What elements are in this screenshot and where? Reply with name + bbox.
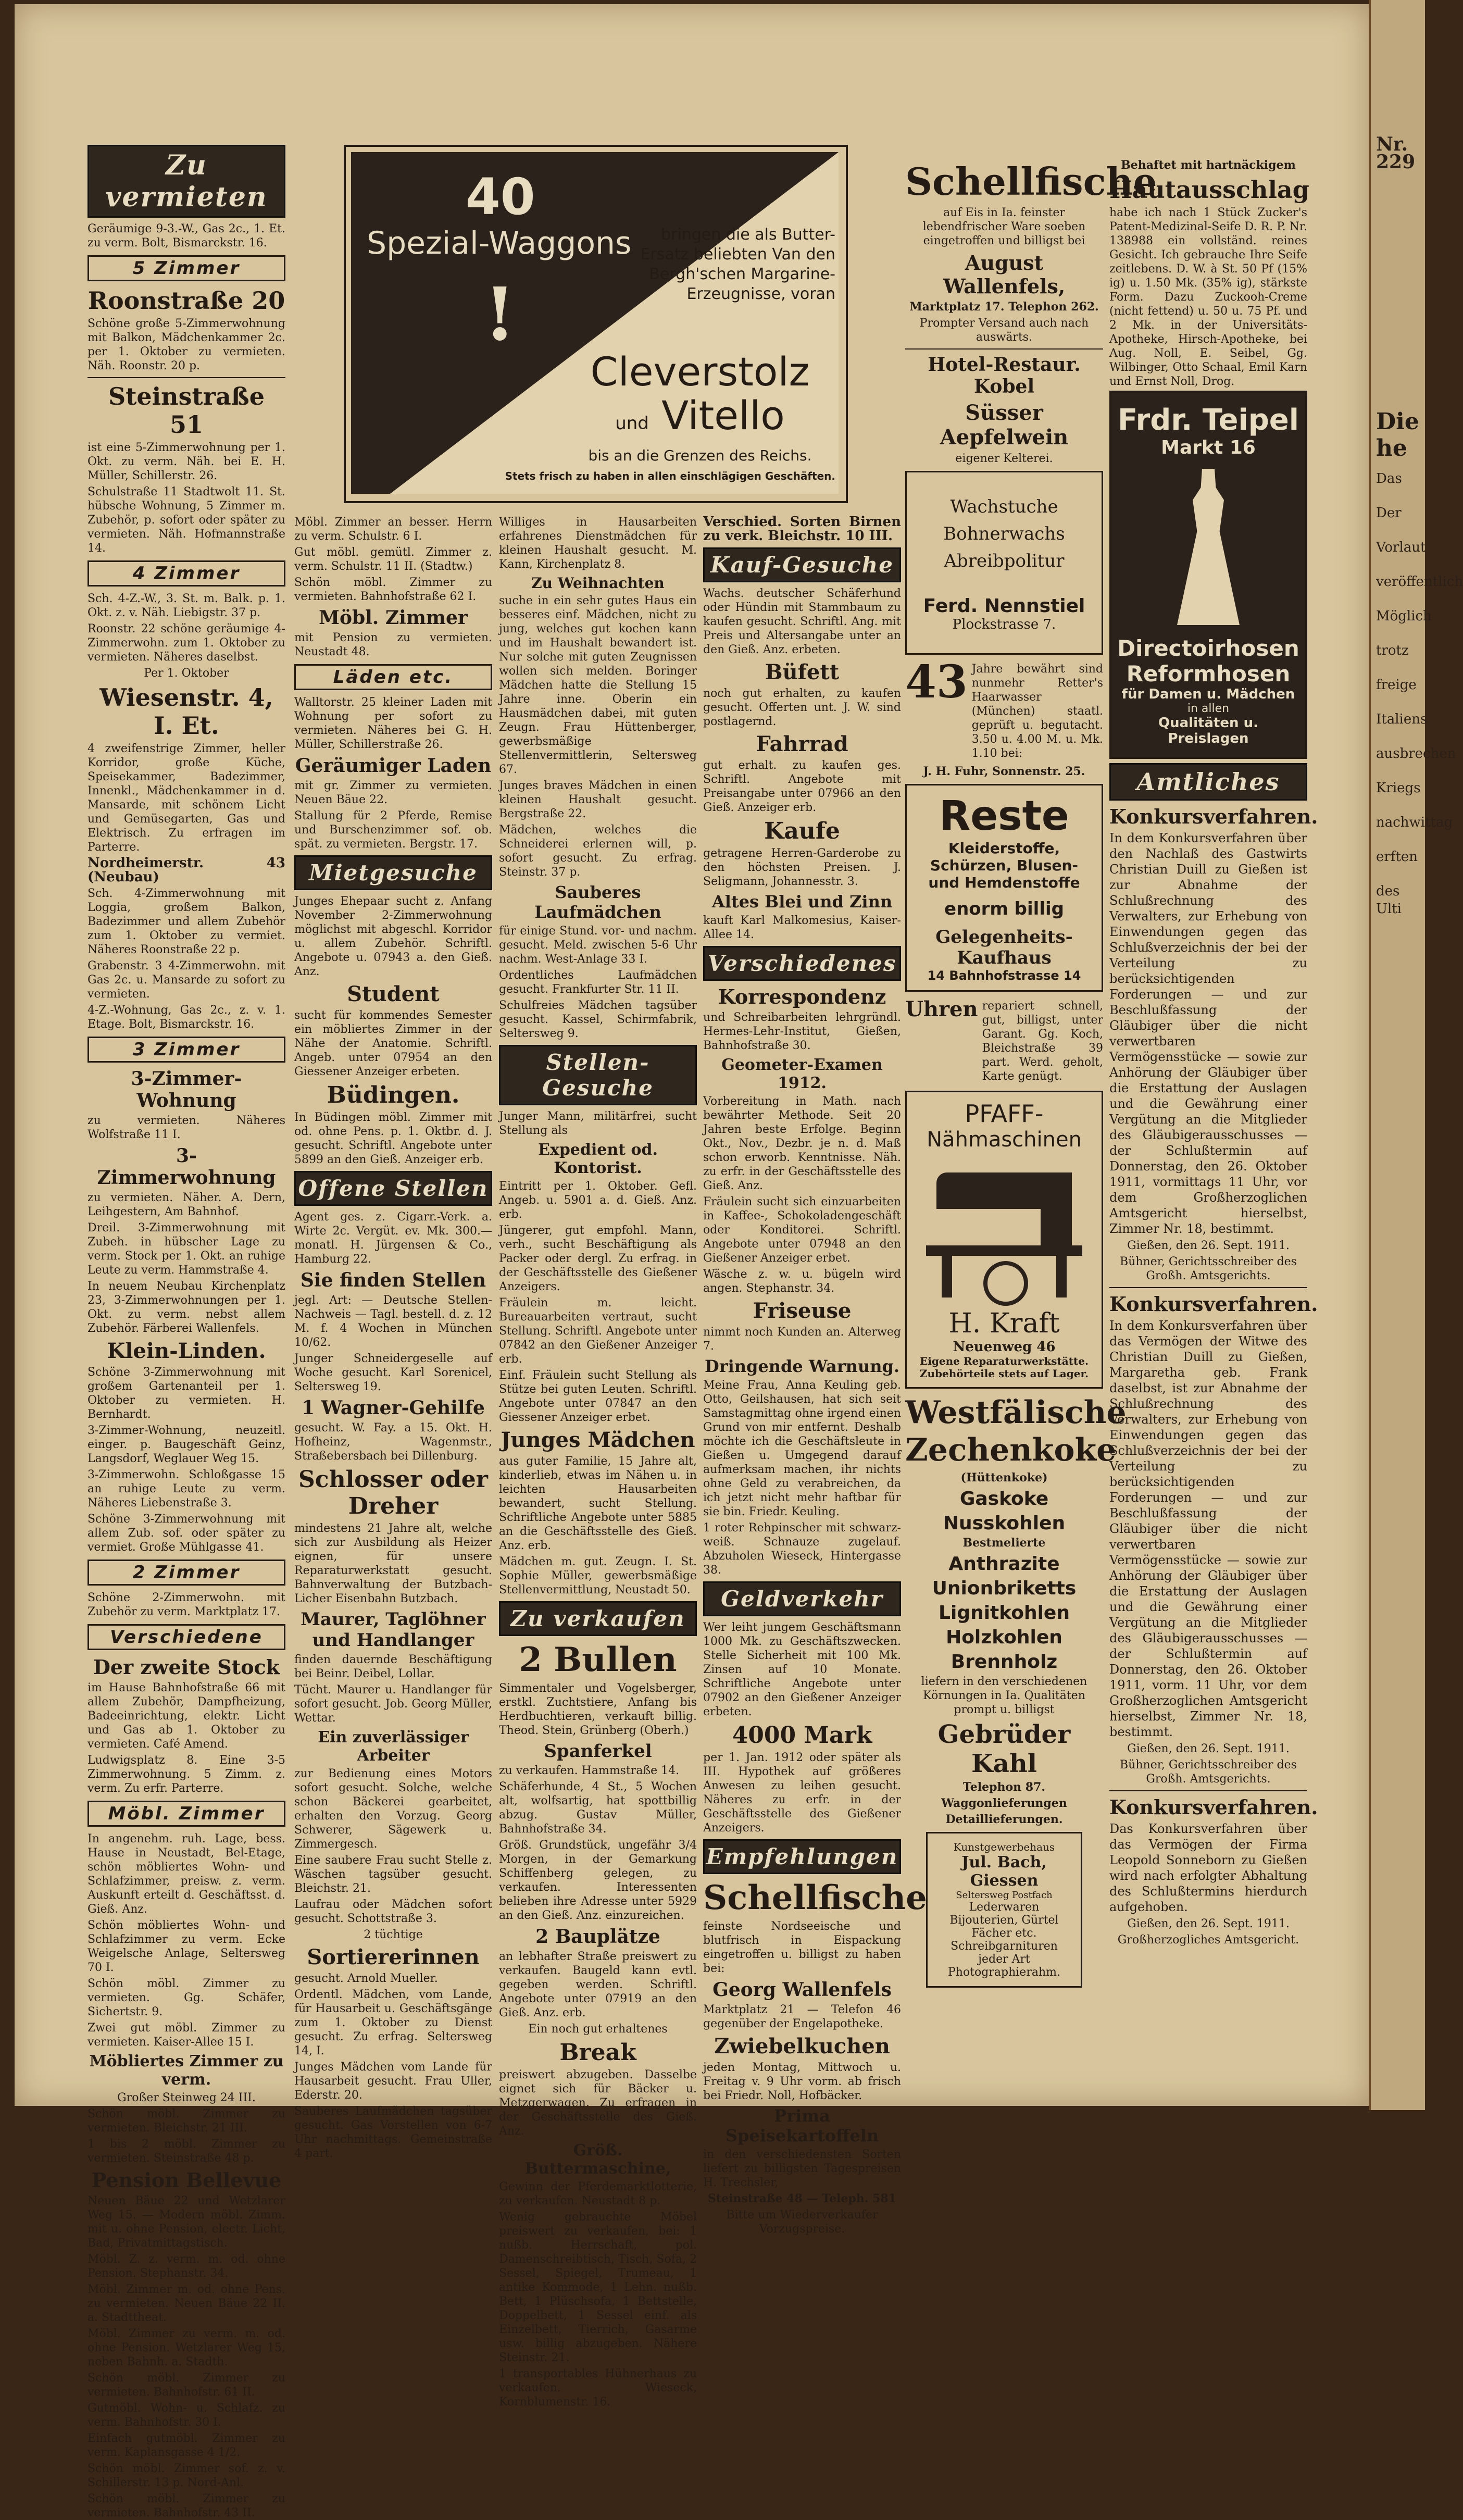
ad-address: Plockstrasse 7. — [952, 617, 1056, 632]
ad-headline: Sauberes Laufmädchen — [534, 882, 661, 922]
ad-line: Holzkohlen — [946, 1627, 1062, 1648]
ad-exclamation: ! — [484, 272, 516, 357]
ad-headline: Büdingen. — [327, 1082, 460, 1108]
uhren-ad — [905, 997, 1103, 1086]
ad-headline: Student — [347, 982, 440, 1006]
wachstuche-ad — [905, 471, 1103, 655]
ad-footer: Eigene Reparaturwerkstätte. Zubehörteile stets auf Lager. — [919, 1355, 1089, 1380]
ad-line: in allen — [1187, 702, 1230, 715]
ad-headline: Dringende Warnung. — [705, 1356, 899, 1376]
ad-text: 4-Z.-Wohnung, Gas 2c., z. v. 1. Etage. Bolt, Bismarckstr. 16. — [87, 1004, 285, 1031]
ad-text: 3-Zimmer-Wohnung, neuzeitl. einger. p. Baugeschäft Geinz, Langsdorf, Weglauer Weg 15. — [87, 1424, 285, 1465]
ad-text: Ordentl. Mädchen, vom Lande, für Hausarbeit u. Geschäftsgänge zum 1. Oktober zu Dienst gesucht. Zu erfrag. Seltersweg 14, I. — [294, 1988, 492, 2057]
ad-headline: Gebrüder Kahl — [937, 1720, 1071, 1778]
column-servants-sales — [499, 513, 697, 2409]
notice-text: Das Konkursverfahren über das Vermögen der Firma Leopold Sonneborn zu Gießen wird nach erfolgter Abhaltung des Schlußtermins hierdurch aufgehoben. — [1109, 1822, 1307, 1914]
ad-text: Wäsche z. w. u. bügeln wird angen. Stephanstr. 34. — [703, 1268, 901, 1295]
section-header-zu-verkaufen: Zu verkaufen — [499, 1601, 697, 1636]
ad-text: Größ. Grundstück, ungefähr 3/4 Morgen, in der Gemarkung Schiffenberg gelegen, zu verkaufen. Interessenten belieben ihre Adresse unter 5929 an den Gieß. Anz. einzureichen. — [499, 1839, 697, 1922]
pfaff-ad — [905, 1091, 1103, 1389]
ad-line: Directoirhosen — [1117, 635, 1299, 661]
ad-headline: Schellfische — [703, 1878, 927, 1917]
edge-issue-number: Nr. 229 — [1376, 133, 1416, 173]
teipel-ad — [1109, 391, 1307, 759]
ad-text: zur Bedienung eines Motors sofort gesucht. Solche, welche schon Bäckerei gearbeitet, erhalten den Vorzug. Georg Schwerer, Sägewerk u. Zimmergesch. — [294, 1767, 492, 1851]
ad-line: Gelegenheits-Kaufhaus — [935, 927, 1073, 968]
ad-text: sucht für kommendes Semester ein möbliertes Zimmer in der Nähe der Anatomie. Schriftl. Angeb. unter 07954 an den Giessener Anzeiger erbeten. — [294, 1009, 492, 1078]
ad-text: per 1. Jan. 1912 oder später als III. Hypothek auf größeres Anwesen zu leihen gesucht. Näheres zu erfr. in der Geschäftsstelle des Gießener Anzeigers. — [703, 1751, 901, 1835]
ad-text: im Hause Bahnhofstraße 66 mit allem Zubehör, Dampfheizung, Badeeinrichtung, elektr. Licht und Gas ab 1. Oktober zu vermieten. Café Amend. — [87, 1681, 285, 1751]
notice-text: In dem Konkursverfahren über den Nachlaß des Gastwirts Christian Duill zu Gießen ist zur Abnahme der Schlußrechnung des Verwalters, zur Erhebung von Einwendungen gegen das Schlußverzeichnis der bei der Verteilung zu berücksichtigenden Forderungen — und zur Beschlußfassung der Gläubiger über die nicht verwertbaren Vermögensstücke — sowie zur Anhörung der Gläubiger über die Erstattung der Auslagen und die Gewährung einer Vergütung an die Mitglieder des Gläubigerausschusses — der Schlußtermin auf Donnerstag, den 26. Oktober 1911, vormittags 11 Uhr, vor dem Großherzoglichen Amtsgericht hierselbst, Zimmer Nr. 18, bestimmt. — [1109, 831, 1307, 1236]
ad-line: Reformhosen — [1126, 661, 1291, 687]
ad-title: Spezial-Waggons — [367, 225, 632, 261]
ad-headline: Junges Mädchen — [501, 1428, 695, 1452]
ad-headline: Expedient od. Kontorist. — [538, 1141, 658, 1177]
ad-line: Telephon 87. — [962, 1780, 1046, 1794]
ad-line: Seltersweg Postfach — [956, 1890, 1053, 1901]
ad-text: Eine saubere Frau sucht Stelle z. Wäschen tagsüber gesucht. Bleichstr. 21. — [294, 1854, 492, 1895]
ad-subheadline: Nordheimerstr. 43 (Neubau) — [87, 855, 285, 885]
ad-text: auf Eis in Ia. feinster lebendfrischer Ware soeben eingetroffen und billigst bei — [922, 206, 1086, 247]
ad-line: Unionbriketts — [932, 1578, 1077, 1599]
section-header-empfehlungen: Empfehlungen — [703, 1839, 901, 1874]
ad-text: feinste Nordseeische und blutfrisch in Eispackung eingetroffen u. billigst zu haben bei: — [703, 1920, 901, 1975]
ad-text: Sauberes Laufmädchen tagsüber gesucht. Gas Vorstellen von 6-7 Uhr nachmittags. Gemeinstraße 4 part. — [294, 2105, 492, 2160]
ad-text: Meine Frau, Anna Keuling geb. Otto, Geilshausen, hat sich seit Samstagmittag ohne irgend einen Grund von mir entfernt. Deshalb möchte ich die Geschäftsleute in Gießen u. Umgegend darauf aufmerksam machen, ihr nichts ohne Geld zu verabreichen, da ich jetzt nicht mehr haftbar für sie bin. Friedr. Keuling. — [703, 1379, 901, 1518]
ad-text: Sch. 4-Z.-W., 3. St. m. Balk. p. 1. Okt. z. v. Näh. Liebigstr. 37 p. — [87, 592, 285, 619]
ad-text: Mädchen m. gut. Zeugn. I. St. Sophie Müller, gewerbsmäßige Stellenvermittlung, Neustadt 50. — [499, 1555, 697, 1596]
ad-text: Schön möbl. Zimmer zu vermieten. Gg. Schäfer, Sichertstr. 9. — [87, 1977, 285, 2018]
ad-text: Schäferhunde, 4 St., 5 Wochen alt, wolfsartig, hat spottbillig abzug. Gustav Müller, Bahnhofstraße 34. — [499, 1780, 697, 1836]
ad-footer: Prompter Versand auch nach auswärts. — [919, 317, 1089, 344]
section-header-amtliches: Amtliches — [1109, 763, 1307, 801]
ad-line: Anthrazite — [948, 1553, 1060, 1575]
ad-text: In Büdingen möbl. Zimmer mit od. ohne Pens. p. 1. Oktbr. d. J. gesucht. Schriftl. Angebote unter 5899 an den Gieß. Anzeiger erb. — [294, 1111, 492, 1166]
edge-line: Das — [1376, 471, 1402, 486]
ad-headline: Pension Bellevue — [91, 2168, 282, 2192]
ad-headline: Ferd. Nennstiel — [923, 595, 1085, 617]
ad-text: repariert schnell, gut, billigst, unter Garant. Gg. Koch, Bleichstraße 39 part. Werd. geholt, Karte genügt. — [982, 1000, 1103, 1083]
edge-headline: Die he — [1376, 408, 1419, 461]
ad-headline: Roonstraße 20 — [87, 286, 285, 315]
ad-text: kauft Karl Malkomesius, Kaiser-Allee 14. — [703, 914, 901, 941]
ad-text: jeden Montag, Mittwoch u. Freitag v. 9 Uhr vorm. ab frisch bei Friedr. Noll, Hofbäcker. — [703, 2061, 901, 2102]
brand-connector: und — [615, 413, 649, 434]
ad-headline: Büfett — [765, 660, 840, 684]
ad-line: Lignitkohlen — [939, 1602, 1070, 1624]
category-bar: Läden etc. — [294, 664, 492, 690]
ad-text: noch gut erhalten, zu kaufen gesucht. Offerten unt. J. W. sind postlagernd. — [703, 687, 901, 728]
ad-headline: Schellfische — [905, 159, 1157, 204]
ad-headline: Zwiebelkuchen — [714, 2034, 890, 2059]
ad-subline: Ein noch gut erhaltenes — [528, 2023, 668, 2036]
ad-headline: Möbl. Zimmer — [319, 607, 468, 629]
ad-text: Simmentaler und Vogelsberger, erstkl. Zuchtstiere, Anfang bis Herdbuchtieren, verkauft billig. Theod. Stein, Grünberg (Oberh.) — [499, 1682, 697, 1737]
column-display-ads — [905, 156, 1157, 2084]
ad-headline: Altes Blei und Zinn — [711, 892, 893, 912]
kunstgewerbehaus-ad — [926, 1832, 1082, 1988]
next-page-edge — [1369, 0, 1463, 2110]
ad-text: Schöne 2-Zimmerwohn. mit Zubehör zu verm. Marktplatz 17. — [87, 1591, 285, 1618]
ad-text: Stallung für 2 Pferde, Remise und Burschenzimmer sof. ob. spät. zu vermieten. Bergstr. 17. — [294, 809, 492, 851]
ad-text: und Schreibarbeiten lehrgründl. Hermes-Lehr-Institut, Gießen, Bahnhofstraße 30. — [703, 1011, 901, 1052]
ad-number: 40 — [466, 168, 535, 226]
ad-headline: 4000 Mark — [732, 1722, 872, 1749]
ad-text: mit gr. Zimmer zu vermieten. Neuen Bäue 22. — [294, 779, 492, 806]
ad-text: 3-Zimmerwohn. Schloßgasse 15 an ruhige Leute zu verm. Näheres Liebenstraße 3. — [87, 1468, 285, 1509]
ad-headline: Verschied. Sorten Birnen zu verk. Bleichstr. 10 III. — [703, 514, 901, 544]
ad-limit: bis an die Grenzen des Reichs. — [588, 447, 812, 464]
ad-text: 4 zweifenstrige Zimmer, heller Korridor, große Küche, Speisekammer, Badezimmer, Innenkl., Mädchenkammer in d. Mansarde, mit schönem Licht und Gemüsegarten, Gas und Elektrisch. Zu erfragen im Parterre. — [87, 742, 285, 854]
notice-headline: Konkursverfahren. — [1109, 1795, 1318, 1819]
ad-line: Wachstuche — [950, 496, 1058, 517]
ad-address: Neuenweg 46 — [953, 1339, 1056, 1355]
ad-text: Gutmöbl. Wohn- u. Schlafz. zu verm. Bahnhofstr. 30 I. — [87, 2402, 285, 2429]
ad-text: Möbl. Z. z. verm. m. od. ohne Pension. Stephanstr. 34. — [87, 2253, 285, 2280]
ad-text: Marktplatz 21 — Telefon 46 gegenüber der Engelapotheke. — [703, 2003, 901, 2030]
ad-text: gut erhalt. zu kaufen ges. Schriftl. Angebote mit Preisangabe unter 07966 an den Gieß. Anzeiger erb. — [703, 759, 901, 814]
ad-text: Gut möbl. gemütl. Zimmer z. verm. Schulstr. 11 II. (Stadtw.) — [294, 546, 492, 573]
column-wanted-misc — [703, 513, 927, 2236]
ad-text: Laufrau oder Mädchen sofort gesucht. Schottstraße 3. — [294, 1898, 492, 1925]
section-header-verschiedenes: Verschiedenes — [703, 946, 901, 981]
notice-date: Gießen, den 26. Sept. 1911. — [1127, 1742, 1290, 1755]
ad-text: Schöne große 5-Zimmerwohnung mit Balkon, Mädchenkammer 2c. per 1. Oktober zu vermieten. Näh. Roonstr. 20 p. — [87, 317, 285, 372]
ad-text: In neuem Neubau Kirchenplatz 23, 3-Zimmerwohnungen per 1. Okt. zu verm. nebst allem Zubehör. Färberei Wallenfels. — [87, 1280, 285, 1335]
edge-line: veröffentlich — [1376, 574, 1463, 590]
ad-headline: 1 Wagner-Gehilfe — [302, 1397, 485, 1419]
ad-number: 43 — [905, 656, 968, 708]
ad-line: jeder Art — [978, 1953, 1030, 1966]
ad-headline: Prima Speisekartoffeln — [725, 2106, 879, 2145]
ad-line: Kunstgewerbehaus — [953, 1841, 1055, 1853]
section-header-offene-stellen: Offene Stellen — [294, 1171, 492, 1206]
ad-text: Schön möbliertes Wohn- und Schlafzimmer zu verm. Ecke Weigelsche Anlage, Seltersweg 70 I. — [87, 1919, 285, 1974]
ad-headline: Möbliertes Zimmer zu verm. — [89, 2052, 284, 2089]
ad-text: liefern in den verschiedenen Körnungen in Ia. Qualitäten prompt u. billigst — [921, 1675, 1087, 1716]
section-header-zu-vermieten: Zu vermieten — [87, 145, 285, 218]
category-bar: 5 Zimmer — [87, 255, 285, 281]
ad-address: Steinstraße 48 — Teleph. 581 — [708, 2192, 896, 2205]
notice-headline: Konkursverfahren. — [1109, 805, 1318, 828]
notice-date: Gießen, den 26. Sept. 1911. — [1127, 1239, 1290, 1252]
ad-text: Zwei gut möbl. Zimmer zu vermieten. Kaiser-Allee 15 I. — [87, 2022, 285, 2049]
ad-headline: Geometer-Examen 1912. — [721, 1056, 883, 1092]
ad-text: Schöne 3-Zimmerwohnung mit allem Zub. sof. oder später zu vermiet. Große Mühlgasse 41. — [87, 1513, 285, 1554]
ad-text: Einfach gutmöbl. Zimmer zu verm. Kaplansgasse 4 1/2. — [87, 2432, 285, 2459]
ad-subline: 2 tüchtige — [364, 1928, 423, 1941]
column-official — [1109, 156, 1318, 2084]
ad-text: preiswert abzugeben. Dasselbe eignet sich für Bäcker u. Metzgerwagen. Zu erfragen in der Geschäftsstelle des Gieß. Anz. — [499, 2068, 697, 2138]
ad-line: Brennholz — [951, 1651, 1058, 1673]
ad-headline: 3-Zimmerwohnung — [97, 1145, 276, 1189]
ad-subline: Behaftet mit hartnäckigem — [1121, 158, 1296, 172]
ad-text: Junges braves Mädchen in einen kleinen Haushalt gesucht. Bergstraße 22. — [499, 779, 697, 820]
ad-text: Sch. 4-Zimmerwohnung mit Loggia, großem Balkon, Badezimmer und allem Zubehör zum 1. Oktober zu vermiet. Näheres Roonstraße 22 p. — [87, 887, 285, 956]
ad-text: Ordentliches Laufmädchen gesucht. Frankfurter Str. 11 II. — [499, 969, 697, 996]
ad-text: bringen die als Butter-Ersatz beliebten Van den Bergh'schen Margarine-Erzeugnisse, voran — [640, 226, 835, 303]
ad-footer: J. H. Fuhr, Sonnenstr. 25. — [923, 765, 1085, 778]
ad-footer: Stets frisch zu haben in allen einschlägigen Geschäften. — [505, 470, 835, 482]
divider — [1109, 1287, 1307, 1288]
section-header-stellen-gesuche: Stellen-Gesuche — [499, 1045, 697, 1105]
ad-line: Fächer etc. — [971, 1927, 1037, 1940]
ad-address: Markt 16 — [1161, 437, 1256, 458]
ad-text: Walltorstr. 25 kleiner Laden mit Wohnung per sofort zu vermieten. Näheres bei G. H. Müller, Schillerstraße 26. — [294, 696, 492, 751]
ad-text: zu verkaufen. Hammstraße 14. — [499, 1764, 680, 1777]
ad-text: Großer Steinweg 24 III. — [117, 2091, 256, 2104]
ad-line: Kleiderstoffe, — [948, 840, 1060, 857]
ad-text: In angenehm. ruh. Lage, bess. Hause in Neustadt, Bel-Etage, schön möbliertes Wohn- und Schlafzimmer, preisw. z. verm. Auskunft erteilt d. Geschäftsst. d. Gieß. Anz. — [87, 1832, 285, 1916]
column-rentals — [87, 141, 285, 2519]
ad-headline: Frdr. Teipel — [1118, 403, 1299, 437]
edge-line: des Ulti — [1376, 883, 1402, 917]
ad-subheadline: Süsser Aepfelwein — [940, 401, 1069, 450]
divider — [87, 377, 285, 378]
ad-text: Tücht. Maurer u. Handlanger für sofort gesucht. Job. Georg Müller, Wettar. — [294, 1683, 492, 1725]
ad-text: Dreil. 3-Zimmerwohnung mit Zubeh. in hübscher Lage zu verm. Stock per 1. Okt. an ruhige Leute zu verm. Hammstraße 4. — [87, 1221, 285, 1277]
notice-text: In dem Konkursverfahren über das Vermögen der Witwe des Christian Duill zu Gießen, Margaretha geb. Frank daselbst, ist zur Abnahme der Schlußrechnung des Verwalters, zur Erhebung von Einwendungen gegen das Schlußverzeichnis der bei der Verteilung zu berücksichtigenden Forderungen — und zur Beschlußfassung der Gläubiger über die nicht verwertbaren Vermögensstücke — sowie zur Anhörung der Gläubiger über die Erstattung der Auslagen und die Gewährung einer Vergütung an die Mitglieder des Gläubigerausschusses — der Schlußtermin auf Donnerstag, den 26. Oktober 1911, vorm. 11 Uhr, vor dem Großherzoglichen Amtsgericht hierselbst, Zimmer Nr. 18, bestimmt. — [1109, 1318, 1307, 1739]
ad-text: für einige Stund. vor- und nachm. gesucht. Meld. zwischen 5-6 Uhr nachm. West-Anlage 33 I. — [499, 925, 697, 966]
ad-address: 14 Bahnhofstrasse 14 — [927, 968, 1081, 983]
ad-text: Vorbereitung in Math. nach bewährter Methode. Seit 20 Jahren beste Erfolge. Beginn Okt., Nov., Dezbr. je n. d. Maß schon erworb. Kenntnisse. Näh. zu erfr. in der Geschäftsstelle des Gieß. Anz. — [703, 1095, 901, 1192]
ad-headline: Hautausschlag — [1109, 176, 1309, 204]
ad-text: Schön möbl. Zimmer zu vermieten. Bahnhofstr. 43 II. — [87, 2492, 285, 2519]
ad-headline: Hotel-Restaur. Kobel — [928, 354, 1081, 397]
ad-headline: Spanferkel — [544, 1741, 652, 1762]
ad-text: Möbl. Zimmer zu verm. m. od. ohne Pension. Wetzlarer Weg 15, neben Bahnh. a. Stadth. — [87, 2327, 285, 2368]
ad-text: Junges Mädchen vom Lande für Hausarbeit gesucht. Frau Uller, Ederstr. 20. — [294, 2061, 492, 2102]
ad-text: nimmt noch Kunden an. Alterweg 7. — [703, 1326, 901, 1353]
ad-footer: eigener Kelterei. — [955, 452, 1053, 465]
ad-headline: Fahrrad — [756, 732, 848, 756]
ad-text: Mädchen, welches die Schneiderei erlernen will, p. sofort gesucht. Zu erfrag. Steinstr. 37 p. — [499, 824, 697, 879]
ad-subline: Per 1. Oktober — [144, 667, 229, 680]
ad-headline: Ein zuverlässiger Arbeiter — [318, 1728, 469, 1765]
ad-text: Fräulein sucht sich einzuarbeiten in Kaffee-, Schokoladengeschäft oder Konditorei. Schriftl. Angebote unter 07948 an den Gießener Anzeiger erbet. — [703, 1195, 901, 1265]
ad-text: in den verschiedensten Sorten liefert zu billigsten Tagespreisen H. Trechsler, — [703, 2148, 901, 2189]
reste-ad — [905, 784, 1103, 992]
ad-headline: Georg Wallenfels — [712, 1979, 892, 2001]
ad-headline: Break — [559, 2039, 636, 2066]
ad-headline: Größ. Buttermaschine, — [524, 2141, 671, 2178]
edge-line: ausbrechen — [1376, 746, 1456, 762]
ad-text: Junger Schneidergeselle auf Woche gesucht. Karl Sorenicel, Seltersweg 19. — [294, 1352, 492, 1393]
ad-text: mit Pension zu vermieten. Neustadt 48. — [294, 631, 492, 658]
ad-line: Photographierahm. — [948, 1966, 1060, 1979]
ad-footer: Bitte um Wiederverkaufer Vorzugspreise. — [726, 2209, 878, 2236]
ad-text: Geräumige 9-3.-W., Gas 2c., 1. Et. zu verm. Bolt, Bismarckstr. 16. — [87, 222, 285, 249]
ad-text: gesucht. W. Fay. a 15. Okt. H. Hofheinz, Wagenmstr., Straßebersbach bei Dillenburg. — [294, 1421, 492, 1463]
ad-headline: Schlosser oder Dreher — [298, 1466, 488, 1519]
ad-text: Jahre bewährt sind nunmehr Retter's Haarwasser (München) staatl. geprüft u. begutacht. 3.50 u. 4.00 M. u. Mk. 1.10 bei: — [971, 663, 1103, 760]
ad-text: Junger Mann, militärfrei, sucht Stellung als — [499, 1110, 697, 1137]
category-bar: 3 Zimmer — [87, 1037, 285, 1063]
edge-line: Vorlaut — [1376, 540, 1426, 555]
notice-headline: Konkursverfahren. — [1109, 1292, 1318, 1316]
section-header-kauf-gesuche: Kauf-Gesuche — [703, 547, 901, 582]
edge-line: trotz — [1376, 643, 1409, 658]
ad-headline: Maurer, Taglöhner und Handlanger — [301, 1609, 486, 1651]
ad-text: Fräulein m. leicht. Bureauarbeiten vertraut, sucht Stellung. Schriftl. Angebote unter 07842 an den Gießener Anzeiger erb. — [499, 1296, 697, 1366]
section-header-mietgesuche: Mietgesuche — [294, 855, 492, 890]
column-shops-jobs — [294, 513, 492, 2160]
ad-headline: PFAFF- — [965, 1100, 1044, 1128]
edge-line: Italiens — [1376, 712, 1428, 727]
ad-text: suche in ein sehr gutes Haus ein besseres einf. Mädchen, nicht zu jung, welches gut kochen kann und im Haushalt bewandert ist. Nur solche mit guten Zeugnissen wollen sich melden. Boringer Mädchen hatte die Stellung 15 Jahre inne. Oberin ein Hausmädchen dabei, mit guten Zeugn. Frau Hüttenberger, gewerbsmäßige Stellenvermittlerin, Seltersweg 67. — [499, 594, 697, 776]
ad-headline: Steinstraße 51 — [108, 382, 265, 439]
ad-text: an lebhafter Straße preiswert zu verkaufen. Baugeld kann evtl. gegeben werden. Schriftl. Angebote unter 07919 an den Gieß. Anz. erb. — [499, 1950, 697, 2019]
ad-line: enorm billig — [944, 899, 1064, 919]
ad-subheadline: Nähmaschinen — [927, 1128, 1082, 1152]
ad-text: habe ich nach 1 Stück Zucker's Patent-Medizinal-Seife D. R. P. Nr. 138988 ein vollständ. reines Gesicht. Ich gebrauche Ihre Seife zeitlebens. D. W. à St. 50 Pf (15% ig) u. 1.50 Mk. (35% ig), stärkste Form. Dazu Zuckooh-Creme (nicht fettend) u. 50 u. 75 Pf. und 2 Mk. in der Universitäts-Apotheke, Hirsch-Apotheke, bei Aug. Noll, E. Seibel, Gg. Wilbinger, Otto Schaal, Emil Karn und Ernst Noll, Drog. — [1109, 206, 1307, 388]
edge-line: erften — [1376, 849, 1418, 865]
ad-text: Junges Ehepaar sucht z. Anfang November 2-Zimmerwohnung möglichst mit abgeschl. Korridor u. allem Zubehör. Schriftl. Angebote u. 07943 a. den Gieß. Anz. — [294, 895, 492, 978]
notice-signature: Bühner, Gerichtsschreiber des Großh. Amtsgerichts. — [1120, 1758, 1297, 1786]
ad-headline: Reste — [939, 793, 1069, 840]
ad-text: getragene Herren-Garderobe zu den höchsten Preisen. J. Seligmann, Johannesstr. 3. — [703, 847, 901, 888]
ad-headline: Friseuse — [753, 1299, 852, 1323]
ad-headline: 3-Zimmer-Wohnung — [131, 1068, 242, 1112]
edge-line: Kriegs — [1376, 780, 1421, 796]
ad-text: Neuen Bäue 22 und Wetzlarer Weg 15. — Modern möbl. Zimm. mit u. ohne Pension, electr. Licht, Bad, Privatmittagstisch. — [87, 2194, 285, 2250]
ad-text: Schön möbl. Zimmer zu vermieten. Bahnhofstr. 61 II. — [87, 2372, 285, 2399]
ad-line: Schürzen, Blusen- und Hemdenstoffe — [928, 857, 1080, 891]
ad-text: 1 transportables Hühnerhaus zu verkaufen. Wieseck, Kornblumenstr. 16. — [499, 2367, 697, 2409]
ad-headline: Geräumiger Laden — [295, 755, 492, 777]
ad-text: Wachs. deutscher Schäferhund oder Hündin mit Stammbaum zu kaufen gesucht. Schriftl. Ang. mit Preis und Altersangabe unter an den Gieß. Anz. erbeten. — [703, 587, 901, 656]
ad-text: mindestens 21 Jahre alt, welche sich zur Ausbildung als Heizer eignen, für unsere Reparaturwerkstatt gesucht. Bahnverwaltung der Butzbach-Licher Eisenbahn Butzbach. — [294, 1522, 492, 1605]
ad-line: Lederwaren — [969, 1901, 1040, 1914]
ad-headline: Kaufe — [764, 818, 840, 844]
category-bar: 4 Zimmer — [87, 560, 285, 587]
ad-text: Jüngerer, gut empfohl. Mann, verh., sucht Beschäftigung als Packer oder dergl. Zu erfrag. in der Geschäftsstelle des Gießener Anzeigers. — [499, 1224, 697, 1293]
ad-text: Möbl. Zimmer m. od. ohne Pens. zu vermieten. Neuen Bäue 22 II. a. Stadttheat. — [87, 2283, 285, 2324]
ad-headline: August Wallenfels, — [943, 251, 1066, 298]
ad-text: 1 roter Rehpinscher mit schwarz-weiß. Schnauze zugelauf. Abzuholen Wieseck, Hintergasse 38. — [703, 1521, 901, 1577]
ad-line: Bijouterien, Gürtel — [949, 1914, 1059, 1927]
section-header-geldverkehr: Geldverkehr — [703, 1581, 901, 1616]
ad-text: Grabenstr. 3 4-Zimmerwohn. mit Gas 2c. u. Mansarde zu sofort zu vermieten. — [87, 959, 285, 1001]
ad-headline: Sortiererinnen — [307, 1945, 480, 1969]
ad-headline: Zu Weihnachten — [531, 575, 665, 592]
ad-text: Wer leiht jungem Geschäftsmann 1000 Mk. zu Geschäftszwecken. Stelle Sicherheit mit 100 Mk. Zinsen auf 10 Monate. Schriftliche Angebote unter 07902 an den Gießener Anzeiger erbeten. — [703, 1621, 901, 1718]
ad-headline: Der zweite Stock — [93, 1655, 280, 1679]
ad-text: Roonstr. 22 schöne geräumige 4-Zimmerwohn. zum 1. Oktober zu vermieten. Näheres daselbst. — [87, 622, 285, 664]
haarwasser-ad — [905, 656, 1103, 763]
ad-text: Einf. Fräulein sucht Stellung als Stütze bei guten Leuten. Schriftl. Angebote unter 07847 an den Giessener Anzeiger erbet. — [499, 1369, 697, 1424]
ad-headline: H. Kraft — [948, 1308, 1060, 1339]
notice-signature: Bühner, Gerichtsschreiber des Großh. Amtsgerichts. — [1120, 1255, 1297, 1282]
edge-line: nachwittag — [1376, 815, 1453, 830]
ad-text: aus guter Familie, 15 Jahre alt, kinderlieb, etwas im Nähen u. in leichten Hausarbeiten bewandert, sucht Stellung. Schriftliche Angebote unter 5885 an die Geschäftsstelle des Gieß. Anz. erb. — [499, 1455, 697, 1552]
ad-line: Qualitäten u. Preislagen — [1158, 715, 1258, 746]
edge-line: Möglich — [1376, 608, 1432, 624]
ad-text: zu vermieten. Näheres Wolfstraße 11 I. — [87, 1114, 285, 1141]
ad-text: Gewinn der Pferdemarktlotterie, zu verkaufen. Neustadt 8 p. — [499, 2180, 697, 2207]
ad-text: Schulfreies Mädchen tagsüber gesucht. Kassel, Schirmfabrik, Seltersweg 9. — [499, 999, 697, 1040]
ad-text: 1 bis 2 möbl. Zimmer zu vermieten. Steinstraße 48 p. — [87, 2138, 285, 2165]
brand-vitello: Vitello — [661, 392, 785, 439]
ad-line: Schreibgarnituren — [951, 1940, 1058, 1953]
ad-text: Williges in Hausarbeiten erfahrenes Dienstmädchen für kleinen Haushalt gesucht. M. Kann, Kirchenplatz 8. — [499, 516, 697, 571]
ad-text: zu vermieten. Näher. A. Dern, Leihgestern, Am Bahnhof. — [87, 1191, 285, 1218]
ad-text: ist eine 5-Zimmerwohnung per 1. Okt. zu verm. Näh. bei E. H. Müller, Schillerstr. 26. — [87, 441, 285, 482]
ad-headline: 2 Bauplätze — [535, 1926, 660, 1948]
ad-text: Wenig gebrauchte Möbel preiswert zu verkaufen, bei: 1 nußb. Herrschaft, pol. Damenschreibtisch, Tisch, Sofa, 2 Sessel, Spiegel, Trumeau, 1 antike Kommode, 1 Lehn. nußb. Bett, 1 Plüschsofa, 1 Bettstelle, Doppelbett, 1 Sessel einf. als Einzelbett, Tierrich, Gasarme usw. billig abzugeben. Nähere Steinstr. 21. — [499, 2211, 697, 2364]
ad-line: Bestmelierte — [962, 1536, 1046, 1550]
ad-text: Möbl. Zimmer an besser. Herrn zu verm. Schulstr. 6 I. — [294, 516, 492, 543]
ad-line: Gaskoke — [959, 1488, 1049, 1509]
divider — [905, 348, 1103, 350]
ad-text: gesucht. Arnold Mueller. — [294, 1972, 438, 1985]
ad-line: Nusskohlen — [943, 1513, 1066, 1534]
ad-text: Schöne 3-Zimmerwohnung mit großem Gartenanteil per 1. Oktober zu vermieten. H. Bernhardt. — [87, 1366, 285, 1421]
ad-line: Abreibpolitur — [944, 551, 1065, 571]
ad-headline: Klein-Linden. — [107, 1339, 266, 1363]
ad-subline: (Hüttenkoke) — [960, 1471, 1048, 1484]
category-bar: Verschiedene — [87, 1624, 285, 1650]
ad-text: jegl. Art: — Deutsche Stellen-Nachweis — Tagl. bestell. d. z. 12 M. f. 4 Wochen in München 10/62. — [294, 1294, 492, 1349]
edge-line: freige — [1376, 677, 1417, 693]
ad-headline: Westfälische Zechenkoke — [905, 1394, 1127, 1468]
ad-text: Schön möbl. Zimmer zu vermieten. Bleichstr. 21 III. — [87, 2107, 285, 2135]
ad-text: Schön möbl. Zimmer sof. z. v. Schillerstr. 13 p. Nord-Anl. — [87, 2462, 285, 2489]
category-bar: Möbl. Zimmer — [87, 1801, 285, 1827]
ad-line: Waggonlieferungen — [941, 1797, 1067, 1810]
divider — [1109, 1790, 1307, 1791]
ad-headline: Sie finden Stellen — [300, 1269, 486, 1291]
ad-line: Detaillieferungen. — [945, 1813, 1063, 1826]
ad-brands — [570, 350, 830, 466]
ad-text: Schön möbl. Zimmer zu vermieten. Bahnhofstraße 62 I. — [294, 576, 492, 603]
ad-line: für Damen u. Mädchen — [1121, 687, 1295, 702]
notice-signature: Großherzogliches Amtsgericht. — [1117, 1933, 1299, 1947]
ad-headline: Uhren — [905, 997, 978, 1021]
edge-line: Der — [1376, 505, 1402, 521]
ad-text: finden dauernde Beschäftigung bei Beinr. Deibel, Lollar. — [294, 1653, 492, 1680]
notice-date: Gießen, den 26. Sept. 1911. — [1127, 1917, 1290, 1930]
ad-line: Bohnerwachs — [943, 523, 1065, 544]
category-bar: 2 Zimmer — [87, 1560, 285, 1586]
brand-cleverstolz: Cleverstolz — [590, 348, 810, 395]
ad-text: Schulstraße 11 Stadtwolt 11. St. hübsche Wohnung, 5 Zimmer m. Zubehör, p. sofort oder später zu vermieten. Näh. Hofmannstraße 14. — [87, 485, 285, 555]
sewing-machine-icon — [926, 1162, 1082, 1298]
ad-text: Agent ges. z. Cigarr.-Verk. a. Wirte 2c. Vergüt. ev. Mk. 300.— monatl. H. Jürgensen & Co., Hamburg 22. — [294, 1211, 492, 1266]
ad-headline: Korrespondenz — [718, 985, 886, 1008]
ad-headline: 2 Bullen — [519, 1640, 677, 1679]
ad-headline: Wiesenstr. 4, I. Et. — [99, 683, 273, 740]
ad-text: Ludwigsplatz 8. Eine 3-5 Zimmerwohnung. 5 Zimm. z. verm. Zu erfr. Parterre. — [87, 1754, 285, 1795]
ad-address: Marktplatz 17. Telephon 262. — [909, 300, 1099, 314]
margarine-waggon-ad — [344, 145, 848, 503]
ad-text: Eintritt per 1. Oktober. Gefl. Angeb. u. 5901 a. d. Gieß. Anz. erb. — [499, 1180, 697, 1221]
ad-headline: Jul. Bach, Giessen — [961, 1853, 1047, 1890]
woman-figure-icon — [1177, 469, 1240, 625]
